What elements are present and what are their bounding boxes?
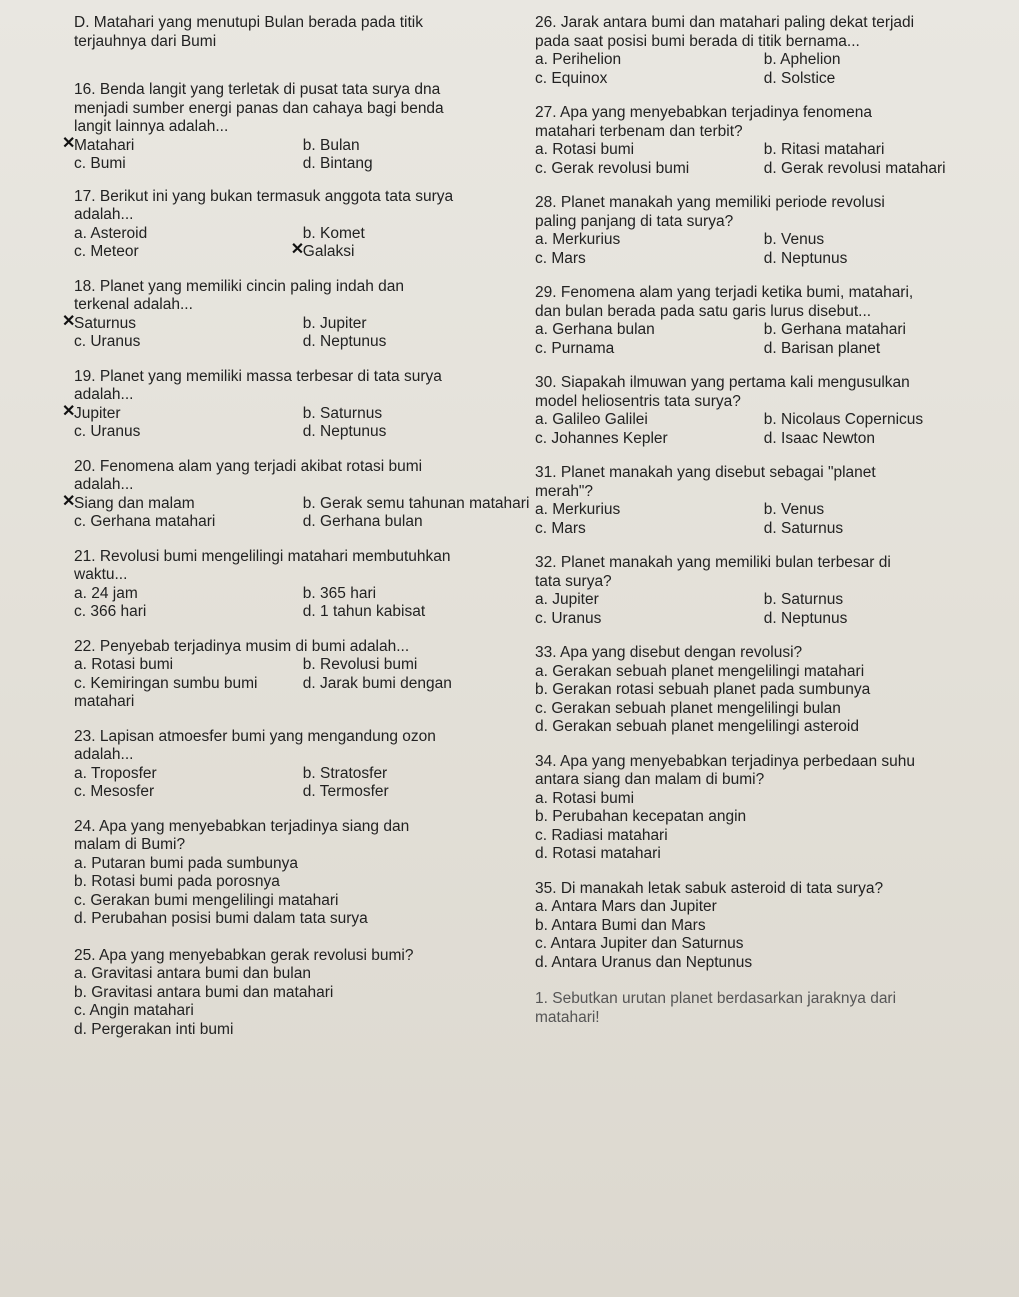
question-line: 27. Apa yang menyebabkan terjadinya fenomena [535, 104, 872, 121]
question-line: 19. Planet yang memiliki massa terbesar di tata surya [74, 367, 442, 385]
answer-options [535, 501, 975, 538]
answer-options [535, 898, 975, 972]
answer-option[interactable]: b. Saturnus [763, 591, 844, 608]
answer-option[interactable]: d. Jarak bumi dengan [302, 674, 452, 692]
answer-option[interactable]: b. Venus [763, 501, 825, 518]
answer-options [74, 765, 514, 802]
answer-option[interactable]: d. Pergerakan inti bumi [74, 1020, 234, 1038]
question-text [535, 194, 975, 231]
answer-options [74, 137, 514, 174]
answer-options [535, 591, 975, 628]
question-line: adalah... [74, 476, 134, 493]
answer-option[interactable]: b. Saturnus [302, 404, 383, 422]
question-line: terkenal adalah... [74, 296, 193, 313]
question-block [74, 548, 514, 622]
question-block [535, 374, 975, 448]
answer-options [74, 225, 514, 262]
answer-options [74, 315, 514, 352]
question-line: dan bulan berada pada satu garis lurus disebut... [535, 302, 872, 320]
answer-option[interactable]: c. 366 hari [74, 603, 147, 620]
question-block [535, 554, 975, 628]
answer-option[interactable]: ✕ Siang dan malam [74, 495, 303, 514]
question-line: 32. Planet manakah yang memiliki bulan terbesar di [535, 554, 891, 571]
question-block [74, 81, 514, 174]
answer-option[interactable]: a. Jupiter [535, 591, 599, 608]
answer-option[interactable]: b. Stratosfer [302, 764, 388, 782]
answer-option[interactable] [303, 693, 514, 712]
question-text [535, 464, 975, 501]
question-block [535, 194, 975, 268]
answer-option[interactable]: a. Putaran bumi pada sumbunya [74, 854, 299, 872]
question-line: terjauhnya dari Bumi [74, 32, 217, 50]
question-line: 23. Lapisan atmoesfer bumi yang mengandung ozon [74, 727, 436, 745]
question-text [74, 278, 514, 315]
answer-option[interactable]: c. Gerhana matahari [74, 513, 216, 530]
answer-option[interactable]: ✕ Saturnus [74, 315, 303, 334]
question-line: 21. Revolusi bumi mengelilingi matahari membutuhkan [74, 547, 451, 565]
question-line: tata surya? [535, 572, 612, 590]
question-line: 31. Planet manakah yang disebut sebagai "planet [535, 464, 876, 481]
question-block [74, 728, 514, 802]
question-text [74, 818, 514, 855]
answer-option[interactable]: d. Gerak revolusi matahari [763, 159, 946, 177]
answer-option[interactable]: c. Mesosfer [74, 783, 155, 800]
answer-option[interactable]: c. Uranus [74, 333, 141, 350]
answer-option[interactable]: b. Ritasi matahari [763, 141, 885, 158]
answer-options [535, 51, 975, 88]
question-text [535, 990, 975, 1027]
answer-option[interactable]: b. Gerhana matahari [763, 321, 906, 338]
right-column [535, 14, 975, 1027]
answer-option[interactable]: c. Gerakan bumi mengelilingi matahari [74, 891, 339, 909]
question-block [535, 644, 975, 737]
question-line: matahari! [535, 1008, 600, 1026]
answer-option[interactable]: d. Perubahan posisi bumi dalam tata surya [74, 910, 368, 927]
answer-options [74, 494, 530, 532]
question-line: 33. Apa yang disebut dengan revolusi? [535, 644, 803, 661]
question-line: paling panjang di tata surya? [535, 212, 734, 230]
question-line: merah"? [535, 482, 594, 500]
question-block [535, 753, 975, 864]
answer-option[interactable]: b. Aphelion [763, 51, 841, 68]
answer-option[interactable]: a. Gravitasi antara bumi dan bulan [74, 965, 311, 982]
answer-option[interactable]: c. Mars [535, 519, 586, 537]
answer-option[interactable]: d. Neptunus [302, 333, 387, 350]
answer-option[interactable]: a. Galileo Galilei [535, 411, 648, 428]
answer-option[interactable]: b. Nicolaus Copernicus [763, 411, 924, 428]
answer-option[interactable]: a. Merkurius [535, 231, 621, 248]
answer-option[interactable]: c. Meteor [74, 243, 139, 260]
question-block [535, 284, 975, 358]
answer-option[interactable]: b. Bulan [302, 136, 360, 154]
question-line: 26. Jarak antara bumi dan matahari paling dekat terjadi [535, 14, 915, 31]
question-line: malam di Bumi? [74, 836, 186, 853]
question-block [74, 638, 514, 712]
answer-option[interactable]: d. Gerhana bulan [302, 513, 423, 530]
question-line: menjadi sumber energi panas dan cahaya bagi benda [74, 99, 444, 117]
question-block [74, 278, 514, 352]
question-text [535, 104, 975, 141]
question-text [535, 374, 975, 411]
answer-option[interactable]: c. Uranus [535, 609, 602, 627]
question-line: 20. Fenomena alam yang terjadi akibat rotasi bumi [74, 457, 423, 475]
question-block [74, 14, 514, 51]
question-line: model heliosentris tata surya? [535, 392, 741, 410]
question-block [74, 818, 514, 929]
answer-option[interactable]: c. Johannes Kepler [535, 429, 668, 447]
answer-option[interactable]: a. Antara Mars dan Jupiter [535, 898, 717, 915]
question-line: 29. Fenomena alam yang terjadi ketika bumi, matahari, [535, 284, 914, 301]
answer-option[interactable]: c. Equinox [535, 69, 608, 87]
answer-option[interactable]: ✕ Galaksi [303, 243, 514, 262]
answer-option[interactable]: a. Asteroid [74, 224, 148, 242]
answer-option[interactable]: a. Rotasi bumi [535, 141, 635, 158]
answer-option[interactable]: d. Neptunus [302, 423, 387, 440]
answer-option[interactable]: b. Komet [302, 224, 365, 242]
answer-option[interactable]: b. Rotasi bumi pada porosnya [74, 873, 280, 890]
left-column [74, 14, 530, 1039]
question-line: adalah... [74, 386, 134, 403]
question-line: adalah... [74, 206, 134, 223]
answer-option[interactable]: c. Gerak revolusi bumi [535, 159, 690, 177]
answer-option[interactable]: d. Antara Uranus dan Neptunus [535, 953, 753, 971]
answer-options [74, 656, 514, 712]
question-block [74, 457, 530, 532]
question-block [535, 14, 975, 88]
answer-option[interactable]: b. Gravitasi antara bumi dan matahari [74, 983, 334, 1001]
question-block [74, 368, 514, 442]
question-text [74, 458, 514, 495]
question-text [535, 644, 975, 663]
question-block [535, 104, 975, 178]
question-text [74, 947, 514, 966]
question-text [535, 14, 975, 51]
question-text [74, 81, 514, 137]
answer-options [74, 965, 514, 1039]
question-line: pada saat posisi bumi berada di titik bernama... [535, 32, 860, 50]
question-line: 35. Di manakah letak sabuk asteroid di tata surya? [535, 879, 884, 897]
question-text [535, 284, 975, 321]
answer-options [535, 231, 975, 268]
answer-option[interactable]: d. Barisan planet [763, 339, 881, 357]
answer-option[interactable]: d. Saturnus [763, 519, 844, 537]
answer-options [74, 405, 514, 442]
question-text [74, 188, 514, 225]
answer-option[interactable]: b. 365 hari [302, 584, 377, 602]
answer-options [535, 663, 975, 737]
answer-option[interactable]: d. 1 tahun kabisat [302, 603, 426, 620]
answer-option[interactable]: b. Jupiter [302, 314, 367, 332]
answer-option[interactable]: c. Purnama [535, 339, 615, 357]
answer-option[interactable]: d. Gerakan sebuah planet mengelilingi asteroid [535, 718, 859, 735]
answer-option[interactable]: c. Bumi [74, 155, 126, 172]
answer-option[interactable]: a. Rotasi bumi [535, 789, 635, 807]
question-text [74, 638, 514, 657]
question-block [535, 990, 975, 1027]
answer-option[interactable]: d. Isaac Newton [763, 429, 875, 447]
answer-option[interactable]: a. Troposfer [74, 764, 157, 782]
answer-options [535, 321, 975, 358]
question-line: 16. Benda langit yang terletak di pusat tata surya dna [74, 81, 441, 98]
answer-option[interactable]: a. Rotasi bumi [74, 656, 174, 673]
answer-option[interactable]: c. Uranus [74, 423, 141, 440]
answer-option[interactable]: b. Revolusi bumi [302, 656, 418, 673]
question-line: waktu... [74, 566, 128, 583]
answer-option[interactable]: c. Antara Jupiter dan Saturnus [535, 935, 744, 952]
question-text [74, 728, 514, 765]
answer-option[interactable]: a. Merkurius [535, 501, 621, 518]
question-line: 34. Apa yang menyebabkan terjadinya perbedaan suhu [535, 752, 916, 770]
answer-option[interactable]: a. 24 jam [74, 584, 138, 602]
question-line: 17. Berikut ini yang bukan termasuk anggota tata surya [74, 187, 454, 205]
question-line: matahari terbenam dan terbit? [535, 122, 743, 140]
question-text [535, 753, 975, 790]
question-line: langit lainnya adalah... [74, 118, 229, 135]
question-text [535, 880, 975, 899]
answer-option[interactable]: c. Gerakan sebuah planet mengelilingi bulan [535, 699, 841, 717]
answer-option[interactable]: a. Gerakan sebuah planet mengelilingi matahari [535, 662, 865, 680]
question-block [74, 947, 514, 1040]
answer-option[interactable]: c. Mars [535, 249, 586, 267]
question-text [74, 368, 514, 405]
answer-option[interactable]: b. Venus [763, 231, 825, 248]
question-line: antara siang dan malam di bumi? [535, 771, 765, 788]
answer-option[interactable]: matahari [74, 693, 135, 710]
answer-options [535, 790, 975, 864]
answer-option[interactable]: b. Antara Bumi dan Mars [535, 916, 706, 934]
answer-option[interactable]: c. Radiasi matahari [535, 826, 668, 844]
question-line: 1. Sebutkan urutan planet berdasarkan jaraknya dari [535, 990, 897, 1007]
answer-option[interactable]: d. Bintang [302, 155, 373, 172]
answer-options [535, 141, 975, 178]
answer-option[interactable]: d. Solstice [763, 69, 836, 87]
answer-option[interactable]: d. Termosfer [302, 783, 389, 800]
answer-option[interactable]: d. Neptunus [763, 249, 848, 267]
answer-option[interactable]: b. Gerak semu tahunan matahari [302, 494, 530, 512]
question-text [74, 548, 514, 585]
question-text [535, 554, 975, 591]
question-line: 25. Apa yang menyebabkan gerak revolusi bumi? [74, 946, 414, 964]
answer-option[interactable]: b. Perubahan kecepatan angin [535, 808, 747, 825]
question-block [535, 464, 975, 538]
question-block [74, 188, 514, 262]
question-text [74, 14, 514, 51]
question-line: D. Matahari yang menutupi Bulan berada pada titik [74, 14, 423, 31]
question-line: 24. Apa yang menyebabkan terjadinya siang dan [74, 817, 410, 835]
answer-option[interactable]: b. Gerakan rotasi sebuah planet pada sumbunya [535, 681, 871, 698]
question-line: 30. Siapakah ilmuwan yang pertama kali mengusulkan [535, 374, 910, 391]
answer-option[interactable]: a. Gerhana bulan [535, 321, 655, 338]
answer-options [535, 411, 975, 448]
answer-options [74, 585, 514, 622]
answer-option[interactable]: d. Neptunus [763, 609, 848, 627]
answer-option[interactable]: ✕ Matahari [74, 137, 303, 156]
question-line: 18. Planet yang memiliki cincin paling indah dan [74, 277, 405, 295]
answer-option[interactable]: ✕ Jupiter [74, 405, 303, 424]
answer-option[interactable]: c. Angin matahari [74, 1002, 194, 1019]
question-line: adalah... [74, 746, 134, 763]
answer-option[interactable]: a. Perihelion [535, 51, 622, 68]
question-block [535, 880, 975, 973]
question-line: 28. Planet manakah yang memiliki periode revolusi [535, 194, 885, 211]
answer-options [74, 855, 514, 929]
answer-option[interactable]: d. Rotasi matahari [535, 845, 661, 862]
question-line: 22. Penyebab terjadinya musim di bumi adalah... [74, 637, 410, 655]
answer-option[interactable]: c. Kemiringan sumbu bumi [74, 674, 258, 692]
